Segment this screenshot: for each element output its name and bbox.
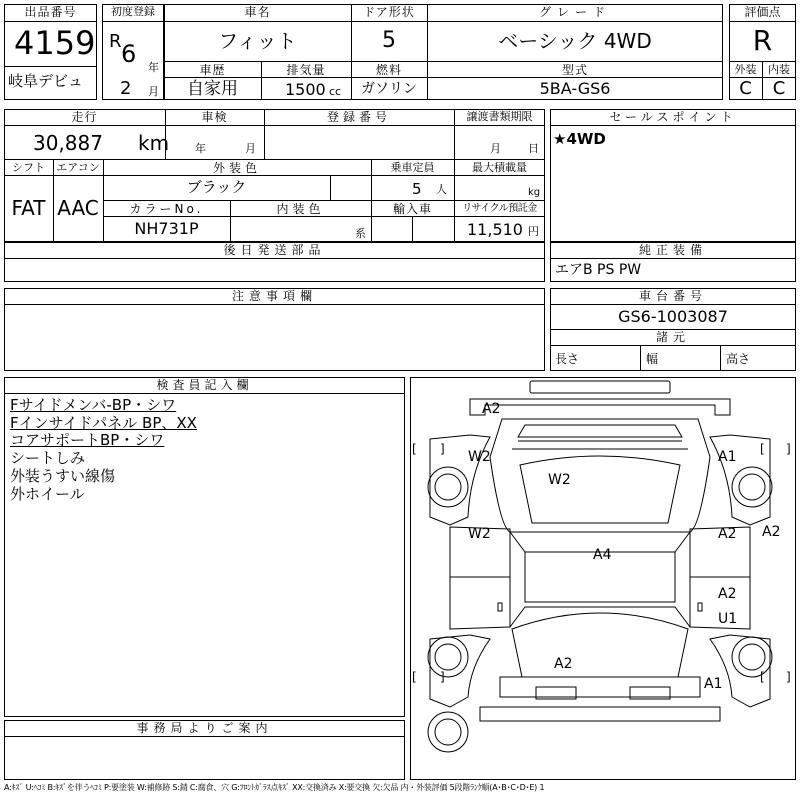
notes-label: 注意事項欄 [231, 289, 317, 303]
shift: FAT [11, 196, 46, 220]
aircon-label: エアコン [56, 161, 100, 174]
plate-label: 登録番号 [326, 110, 391, 124]
damage-mark: A2 [718, 586, 737, 602]
grade: ベーシック 4WD [498, 29, 652, 53]
sales-point-label: セールスポイント [609, 110, 737, 124]
chassis-label: 車台番号 [638, 289, 707, 303]
damage-mark: W2 [548, 472, 571, 488]
debut-label: 岐阜デビュ [8, 72, 84, 90]
transfer-day-unit: 日 [528, 142, 539, 155]
fuel-label: 燃料 [375, 63, 402, 77]
lot-number-label: 出品番号 [24, 5, 77, 19]
damage-mark: W2 [468, 449, 491, 465]
svg-text:]: ] [786, 442, 791, 456]
transfer-label: 譲渡書類期限 [466, 110, 533, 123]
inspection-year-unit: 年 [195, 142, 206, 155]
exterior-label: 外装 [734, 63, 757, 76]
era-letter: R [109, 31, 122, 52]
model-label: 型式 [561, 63, 588, 77]
svg-text:[: [ [412, 670, 417, 684]
max-load-label: 最大積載量 [472, 161, 527, 174]
svg-text:]: ] [440, 442, 445, 456]
score: R [752, 24, 773, 57]
shift-label: シフト [12, 161, 45, 174]
first-reg-month: 2 [120, 78, 132, 99]
inspector-line: 外装うすい線傷 [10, 467, 116, 485]
capacity-label: 乗車定員 [390, 161, 435, 174]
damage-mark: A4 [593, 547, 612, 563]
displacement: 1500 [285, 80, 326, 99]
inspection-month-unit: 月 [245, 142, 256, 155]
car-diagram [410, 377, 796, 780]
damage-mark: A2 [762, 524, 781, 540]
doors-label: ドア形状 [363, 5, 415, 19]
damage-mark: A1 [704, 676, 723, 692]
svg-text:[: [ [760, 670, 765, 684]
displacement-unit: cc [329, 85, 342, 98]
score-label: 評価点 [744, 5, 781, 19]
int-color-label: 内装色 [276, 202, 325, 216]
damage-mark: A1 [718, 449, 737, 465]
history-label: 車歴 [199, 63, 226, 77]
inspector-line: 外ホイール [10, 485, 85, 503]
sales-point-box [550, 109, 796, 242]
lot-number: 4159 [14, 24, 96, 62]
damage-mark: U1 [718, 611, 738, 627]
recycle-label: リサイクル預託金 [462, 203, 537, 214]
inspector-line: コアサポートBP・シワ [10, 431, 165, 449]
inspector-line: シートしみ [10, 449, 86, 467]
recycle: 11,510 [467, 220, 523, 239]
chassis-number: GS6-1003087 [618, 307, 728, 326]
month-unit: 月 [148, 85, 159, 98]
ext-color: ブラック [186, 178, 247, 196]
displacement-label: 排気量 [286, 63, 326, 77]
first-reg-year: 6 [121, 40, 137, 68]
car-name-label: 車名 [244, 5, 271, 19]
exterior-score: C [739, 78, 752, 99]
fuel: ガソリン [361, 81, 417, 97]
equipment-label: 純正装備 [638, 243, 707, 257]
color-no-label: カラーNo. [129, 202, 204, 216]
color-no: NH731P [134, 219, 199, 238]
damage-mark: A2 [482, 401, 501, 417]
transfer-month-unit: 月 [490, 142, 501, 155]
svg-text:[: [ [760, 442, 765, 456]
year-unit: 年 [148, 61, 159, 74]
capacity-unit: 人 [436, 183, 447, 196]
history: 自家用 [187, 79, 238, 99]
damage-mark: A2 [554, 656, 573, 672]
later-parts-label: 後日発送部品 [223, 243, 326, 257]
inspector-line: Fサイドメンバ-BP・シワ [10, 396, 177, 414]
car-outline-group [428, 381, 772, 752]
office-label: 事務局よりご案内 [136, 721, 273, 735]
capacity: 5 [412, 180, 422, 198]
inspector-label: 検査員記入欄 [156, 378, 253, 392]
width-label: 幅 [646, 352, 659, 366]
inspector-line: Fインサイドパネル BP、XX [10, 414, 197, 432]
first-reg-label: 初度登録 [111, 5, 155, 18]
recycle-unit: 円 [528, 225, 539, 238]
grade-label: グレード [538, 5, 611, 19]
ext-color-label: 外装色 [212, 161, 261, 175]
length-label: 長さ [555, 352, 580, 366]
mileage-unit: km [138, 131, 170, 155]
interior-label: 内装 [768, 63, 790, 76]
svg-text:[: [ [412, 442, 417, 456]
model: 5BA-GS6 [539, 79, 611, 98]
damage-mark: A2 [718, 526, 737, 542]
legend: A:ｷｽﾞ U:ﾍｺﾐ B:ｷｽﾞを伴うﾍｺﾐ P:要塗装 W:補修跡 S:錆 C:腐食、穴 G:ﾌﾛﾝﾄｶﾞﾗｽ点ｷｽﾞ XX:交換済み X:要交換 欠:欠品 内・外装評価 5段階ﾗﾝｸ順(A･B･C･D･E) 1 [4, 783, 545, 792]
inspection-label: 車検 [201, 110, 228, 124]
svg-text:]: ] [786, 670, 791, 684]
height-label: 高さ [726, 352, 751, 366]
sales-point: ★4WD [553, 130, 606, 148]
dims-label: 諸元 [655, 330, 690, 344]
max-load-unit: kg [528, 187, 541, 198]
svg-text:]: ] [440, 670, 445, 684]
mileage-label: 走行 [71, 110, 98, 124]
damage-mark: W2 [468, 526, 491, 542]
import-label: 輸入車 [392, 202, 432, 216]
car-name: フィット [218, 29, 297, 53]
doors: 5 [382, 28, 396, 53]
interior-score: C [772, 78, 786, 99]
equipment: エアB PS PW [555, 262, 642, 278]
aircon: AAC [57, 196, 99, 220]
mileage: 30,887 [33, 131, 103, 155]
int-color-unit: 系 [355, 227, 366, 240]
